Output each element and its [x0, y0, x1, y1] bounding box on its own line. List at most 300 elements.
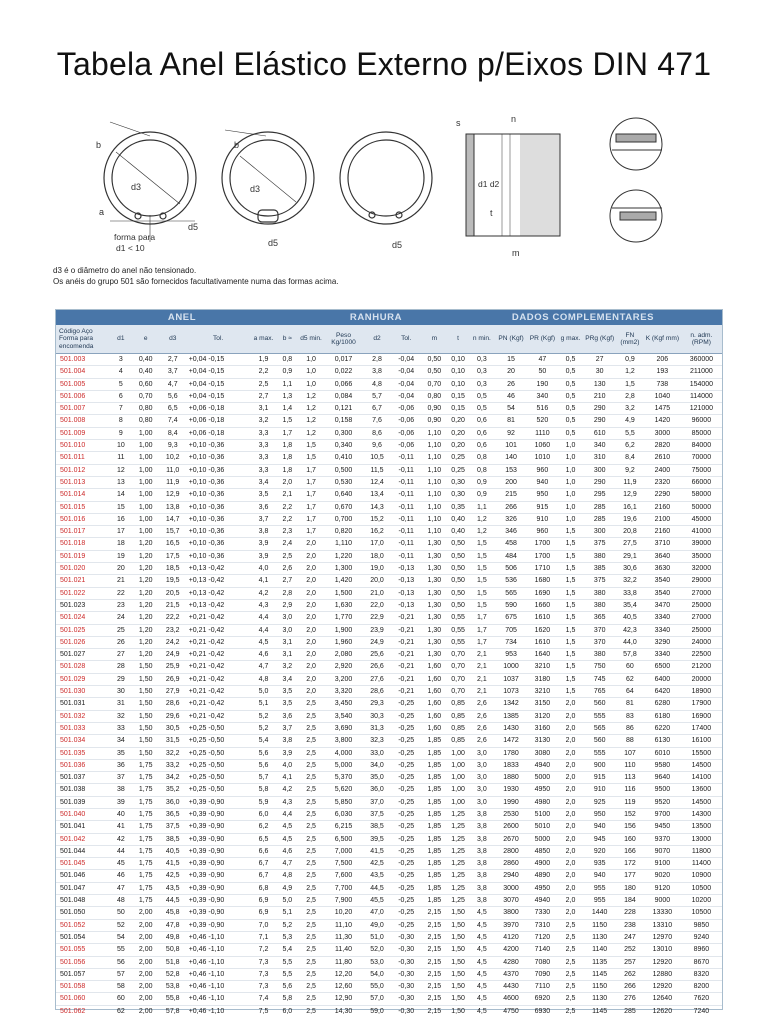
table-cell: 4,9: [277, 882, 299, 894]
table-cell: 11,80: [324, 956, 363, 968]
column-header: d5 min.: [298, 325, 324, 354]
label-d1-lt-10: d1 < 10: [116, 243, 145, 253]
table-cell: +0,06 -0,18: [186, 427, 251, 439]
table-cell: 2,2: [251, 366, 277, 378]
table-cell: 5,5: [277, 968, 299, 980]
column-header: b ≈: [277, 325, 299, 354]
table-cell: 5,6: [277, 981, 299, 993]
table-cell: 57,8: [165, 1007, 180, 1015]
table-cell: 2,5: [298, 944, 324, 956]
table-cell: 11,9: [160, 476, 186, 488]
table-cell: 238: [616, 919, 644, 931]
table-cell: 4980: [527, 796, 557, 808]
table-cell: -0,11: [391, 538, 421, 550]
table-cell: 0,10: [447, 366, 469, 378]
table-cell: 26,9: [160, 673, 186, 685]
table-cell: 42,5: [363, 858, 391, 870]
table-cell: -0,11: [391, 452, 421, 464]
table-cell: 2,0: [298, 673, 324, 685]
table-cell: 300: [583, 526, 615, 538]
table-cell: 1,20: [132, 550, 160, 562]
table-cell: 12,9: [160, 489, 186, 501]
table-cell: 29,6: [160, 710, 186, 722]
table-cell: 0,70: [447, 673, 469, 685]
table-cell: 1010: [527, 452, 557, 464]
table-cell: 10: [110, 440, 132, 452]
table-cell: 5,6: [251, 747, 277, 759]
table-cell: 3070: [495, 895, 527, 907]
table-cell: 536: [495, 575, 527, 587]
table-cell: 1,00: [132, 501, 160, 513]
table-cell: 1,30: [421, 538, 447, 550]
table-cell: 1,2: [469, 513, 495, 525]
table-cell: 1,25: [447, 870, 469, 882]
table-cell: 1,20: [132, 624, 160, 636]
table-row: [56, 587, 722, 599]
table-cell: +0,21 -0,42: [186, 636, 251, 648]
table-cell: 27: [110, 649, 132, 661]
table-cell: -0,06: [391, 440, 421, 452]
table-cell: 32000: [681, 563, 722, 575]
table-cell: 1,7: [298, 476, 324, 488]
table-cell: 1710: [527, 563, 557, 575]
table-row: [56, 526, 722, 538]
table-cell: 2,15: [421, 919, 447, 931]
table-cell: 0,10: [447, 378, 469, 390]
table-cell: 1,5: [558, 599, 584, 611]
table-cell: 7240: [693, 1007, 710, 1015]
table-cell: 0,40: [132, 354, 160, 366]
table-cell: 1,75: [132, 895, 160, 907]
table-cell: 27: [583, 354, 615, 366]
table-cell: 0,50: [447, 575, 469, 587]
table-cell: 1,4: [277, 403, 299, 415]
table-cell: 2,1: [469, 686, 495, 698]
table-cell: 3,8: [469, 845, 495, 857]
table-cell: 42: [110, 833, 132, 845]
table-cell: 1,75: [132, 784, 160, 796]
part-code-cell: 501.005: [56, 378, 110, 390]
table-cell: 0,9: [469, 476, 495, 488]
table-cell: 365: [583, 612, 615, 624]
table-cell: 4,7: [160, 378, 186, 390]
ring-drawing-form-a: [104, 122, 199, 242]
table-cell: 326: [495, 513, 527, 525]
table-cell: +0,46 -1,10: [186, 968, 251, 980]
table-cell: 2,15: [421, 956, 447, 968]
table-cell: 88: [616, 735, 644, 747]
table-cell: 370: [583, 636, 615, 648]
table-cell: 3,450: [324, 698, 363, 710]
table-cell: 7,5: [258, 1007, 269, 1015]
table-cell: 5,0: [277, 895, 299, 907]
table-cell: +0,04 -0,15: [186, 390, 251, 402]
table-cell: 1130: [583, 993, 615, 1005]
table-cell: 47: [527, 354, 557, 366]
label-b: b: [96, 140, 102, 150]
table-cell: 5,3: [277, 931, 299, 943]
table-cell: 2,0: [298, 636, 324, 648]
part-code-cell: 501.030: [56, 686, 110, 698]
part-code-cell: 501.029: [56, 673, 110, 685]
table-cell: 49,8: [160, 931, 186, 943]
table-cell: 2,15: [421, 907, 447, 919]
table-cell: 49,0: [363, 919, 391, 931]
table-cell: 340: [527, 390, 557, 402]
table-cell: 4,0: [277, 759, 299, 771]
ring-dimensions-table: [55, 309, 723, 1015]
table-cell: -0,30: [391, 981, 421, 993]
table-cell: 6,5: [160, 403, 186, 415]
table-cell: 0,820: [324, 526, 363, 538]
table-cell: 32,2: [160, 747, 186, 759]
table-row: [56, 833, 722, 845]
table-cell: 262: [616, 968, 644, 980]
table-cell: 0,50: [447, 599, 469, 611]
table-cell: 0,55: [447, 624, 469, 636]
table-row: [56, 612, 722, 624]
table-cell: +0,10 -0,36: [186, 526, 251, 538]
table-cell: 1000: [495, 661, 527, 673]
table-cell: 46: [495, 390, 527, 402]
table-cell: 47,0: [363, 907, 391, 919]
table-cell: -0,25: [391, 882, 421, 894]
table-cell: 24000: [681, 636, 722, 648]
part-code-cell: 501.012: [56, 464, 110, 476]
table-cell: 4,5: [469, 956, 495, 968]
table-cell: 1,7: [298, 489, 324, 501]
table-cell: 1,30: [421, 624, 447, 636]
detail-view-top: [610, 118, 662, 170]
table-cell: 4,6: [277, 845, 299, 857]
table-cell: 0,5: [469, 390, 495, 402]
table-cell: +0,25 -0,50: [186, 772, 251, 784]
part-code-cell: 501.011: [56, 452, 110, 464]
table-cell: 11,10: [324, 919, 363, 931]
table-cell: 4890: [527, 870, 557, 882]
table-cell: 0,70: [132, 390, 160, 402]
table-cell: 1,00: [132, 513, 160, 525]
table-cell: 3800: [495, 907, 527, 919]
table-row: [56, 710, 722, 722]
label-s: s: [456, 118, 461, 128]
label-a: a: [99, 207, 105, 217]
table-cell: 0,3: [469, 378, 495, 390]
table-cell: 3,8: [469, 808, 495, 820]
table-cell: 3,7: [251, 513, 277, 525]
table-cell: 86: [616, 722, 644, 734]
table-cell: 8,4: [616, 452, 644, 464]
table-cell: 43,5: [160, 882, 186, 894]
table-cell: +0,46 -1,10: [186, 993, 251, 1005]
table-cell: 5,5: [277, 956, 299, 968]
table-cell: 13000: [681, 833, 722, 845]
table-cell: 0,5: [558, 390, 584, 402]
part-code-cell: 501.042: [56, 833, 110, 845]
table-cell: 44: [110, 845, 132, 857]
table-cell: 2,5: [298, 833, 324, 845]
table-cell: 4600: [495, 993, 527, 1005]
table-cell: +0,04 -0,15: [186, 354, 251, 366]
column-header: n min.: [469, 325, 495, 354]
table-cell: +0,06 -0,18: [186, 415, 251, 427]
table-cell: 35000: [681, 550, 722, 562]
table-cell: 3,2: [251, 415, 277, 427]
table-cell: 4,2: [251, 587, 277, 599]
table-cell: 2,15: [421, 993, 447, 1005]
table-cell: 2,5: [298, 895, 324, 907]
table-cell: +0,10 -0,36: [186, 513, 251, 525]
table-cell: 31: [110, 698, 132, 710]
table-cell: 1,25: [447, 858, 469, 870]
table-cell: +0,25 -0,50: [186, 735, 251, 747]
table-cell: 52,8: [160, 968, 186, 980]
table-cell: 6,9: [251, 907, 277, 919]
table-cell: 1,00: [132, 526, 160, 538]
table-cell: 26: [495, 378, 527, 390]
table-cell: 1,30: [421, 649, 447, 661]
table-cell: 4,3: [277, 796, 299, 808]
table-row: [56, 403, 722, 415]
table-cell: 42,3: [616, 624, 644, 636]
table-cell: +0,21 -0,42: [186, 673, 251, 685]
table-cell: 6,5: [251, 833, 277, 845]
table-cell: 3,8: [469, 858, 495, 870]
table-cell: 915: [583, 772, 615, 784]
table-cell: 1,00: [447, 759, 469, 771]
table-cell: 1,5: [558, 563, 584, 575]
notes-block: [53, 266, 339, 287]
table-cell: 5,8: [277, 993, 299, 1005]
table-cell: 2940: [495, 870, 527, 882]
table-cell: 39,5: [363, 833, 391, 845]
column-header: d1: [110, 325, 132, 354]
table-cell: -0,25: [391, 784, 421, 796]
page-title: Tabela Anel Elástico Externo p/Eixos DIN 471: [56, 46, 712, 82]
table-cell: 1,85: [421, 895, 447, 907]
table-cell: 13,4: [363, 489, 391, 501]
table-cell: 2,5: [298, 968, 324, 980]
table-row: [56, 907, 722, 919]
table-cell: 19,5: [160, 575, 186, 587]
table-cell: 565: [495, 587, 527, 599]
table-cell: 58: [110, 981, 132, 993]
table-cell: -0,11: [391, 476, 421, 488]
table-cell: 53,8: [160, 981, 186, 993]
table-cell: 0,3: [469, 354, 495, 366]
table-cell: 9520: [644, 796, 681, 808]
table-cell: 6280: [644, 698, 681, 710]
table-cell: -0,25: [391, 919, 421, 931]
table-cell: 1,5: [558, 612, 584, 624]
table-row: [56, 452, 722, 464]
table-cell: 340: [583, 440, 615, 452]
table-cell: 27,5: [616, 538, 644, 550]
table-cell: 2,5: [298, 919, 324, 931]
table-cell: 12,9: [616, 489, 644, 501]
table-cell: 14500: [681, 796, 722, 808]
table-cell: 37,5: [363, 808, 391, 820]
table-cell: -0,04: [391, 378, 421, 390]
table-cell: 0,5: [558, 427, 584, 439]
table-cell: 458: [495, 538, 527, 550]
table-cell: 12640: [644, 993, 681, 1005]
table-cell: 950: [583, 808, 615, 820]
table-cell: 1,7: [298, 501, 324, 513]
table-row: [56, 956, 722, 968]
table-cell: 50: [527, 366, 557, 378]
column-header: m: [421, 325, 447, 354]
table-cell: +0,21 -0,42: [186, 624, 251, 636]
table-cell: 4,5: [277, 833, 299, 845]
table-cell: 85000: [681, 427, 722, 439]
table-cell: 1,75: [132, 858, 160, 870]
table-cell: 5100: [527, 808, 557, 820]
table-cell: 0,6: [469, 415, 495, 427]
table-cell: 75000: [681, 464, 722, 476]
table-cell: 1,20: [132, 538, 160, 550]
table-cell: 0,80: [132, 403, 160, 415]
table-cell: 38: [110, 784, 132, 796]
table-cell: 29000: [681, 575, 722, 587]
table-cell: 2,5: [558, 919, 584, 931]
table-cell: 380: [583, 550, 615, 562]
table-cell: 3,3: [251, 464, 277, 476]
table-cell: 42,5: [160, 870, 186, 882]
part-code-cell: 501.050: [56, 907, 110, 919]
table-cell: 6,2: [616, 440, 644, 452]
table-cell: 0,10: [447, 354, 469, 366]
table-row: [56, 550, 722, 562]
table-cell: 1135: [583, 956, 615, 968]
table-cell: 44,0: [616, 636, 644, 648]
table-cell: 3,3: [251, 440, 277, 452]
table-cell: 3,1: [277, 649, 299, 661]
table-cell: 6180: [644, 710, 681, 722]
table-cell: 2,1: [469, 673, 495, 685]
table-cell: 7,600: [324, 870, 363, 882]
table-cell: 172: [616, 858, 644, 870]
table-cell: 1,75: [132, 845, 160, 857]
table-cell: 2,15: [427, 1007, 442, 1015]
label-m: m: [512, 248, 520, 258]
table-cell: 6500: [644, 661, 681, 673]
table-cell: 520: [527, 415, 557, 427]
table-cell: 5,1: [251, 698, 277, 710]
table-cell: 18: [110, 538, 132, 550]
table-cell: 41,5: [160, 858, 186, 870]
table-cell: 27000: [681, 587, 722, 599]
table-cell: 206: [644, 354, 681, 366]
table-cell: 2,5: [298, 747, 324, 759]
table-cell: 2320: [644, 476, 681, 488]
table-cell: 0,5: [558, 354, 584, 366]
table-cell: 2,5: [558, 956, 584, 968]
table-cell: 2,1: [277, 489, 299, 501]
table-cell: 0,40: [132, 366, 160, 378]
table-cell: 114000: [681, 390, 722, 402]
table-cell: -0,25: [391, 735, 421, 747]
table-cell: 1,60: [421, 722, 447, 734]
table-row: [56, 538, 722, 550]
table-cell: 4,7: [251, 661, 277, 673]
table-cell: 23,9: [363, 624, 391, 636]
table-cell: 1037: [495, 673, 527, 685]
table-cell: 380: [583, 649, 615, 661]
table-cell: 27000: [681, 612, 722, 624]
table-cell: 0,20: [447, 427, 469, 439]
table-row: [56, 722, 722, 734]
table-cell: 4940: [527, 895, 557, 907]
table-cell: 8,4: [160, 427, 186, 439]
table-cell: 4950: [527, 784, 557, 796]
table-cell: 0,084: [324, 390, 363, 402]
table-cell: 14,3: [363, 501, 391, 513]
table-cell: 4,5: [469, 919, 495, 931]
table-cell: 915: [527, 501, 557, 513]
table-cell: 516: [527, 403, 557, 415]
table-cell: 960: [527, 526, 557, 538]
table-cell: 0,5: [558, 378, 584, 390]
table-cell: 10,2: [160, 452, 186, 464]
table-cell: 1,5: [558, 636, 584, 648]
table-cell: 11,9: [616, 476, 644, 488]
table-cell: 1,85: [421, 796, 447, 808]
table-cell: 0,5: [558, 366, 584, 378]
table-cell: 2600: [495, 821, 527, 833]
table-cell: 1,20: [132, 649, 160, 661]
table-cell: 3,8: [251, 526, 277, 538]
table-cell: 12920: [644, 981, 681, 993]
table-cell: 4,9: [616, 415, 644, 427]
table-cell: 1,75: [132, 870, 160, 882]
table-cell: 20: [110, 563, 132, 575]
table-cell: 7,3: [251, 968, 277, 980]
table-cell: 2,1: [469, 649, 495, 661]
table-cell: 3,1: [251, 403, 277, 415]
table-cell: 12: [110, 464, 132, 476]
table-cell: 1,8: [277, 440, 299, 452]
part-code-cell: 501.041: [56, 821, 110, 833]
table-cell: 30,5: [160, 722, 186, 734]
part-code-cell: 501.028: [56, 661, 110, 673]
table-cell: 81: [495, 415, 527, 427]
table-cell: 0,70: [447, 649, 469, 661]
table-cell: 1,25: [447, 845, 469, 857]
table-cell: 5,4: [251, 735, 277, 747]
table-cell: 41: [110, 821, 132, 833]
table-cell: 2,5: [298, 784, 324, 796]
table-cell: 6,030: [324, 808, 363, 820]
part-code-cell: 501.016: [56, 513, 110, 525]
table-cell: 4,2: [277, 784, 299, 796]
table-cell: 20,0: [363, 575, 391, 587]
table-cell: 3,7: [277, 722, 299, 734]
table-cell: 30: [110, 686, 132, 698]
table-row: [56, 673, 722, 685]
table-cell: 10,5: [363, 452, 391, 464]
table-cell: 1,10: [421, 440, 447, 452]
table-cell: 1,50: [132, 747, 160, 759]
table-cell: -0,25: [391, 772, 421, 784]
table-cell: 25,6: [363, 649, 391, 661]
table-cell: 1,0: [298, 366, 324, 378]
table-cell: 2,00: [132, 968, 160, 980]
table-cell: -0,11: [391, 550, 421, 562]
table-row: [56, 931, 722, 943]
table-cell: -0,11: [391, 513, 421, 525]
table-cell: 9500: [644, 784, 681, 796]
